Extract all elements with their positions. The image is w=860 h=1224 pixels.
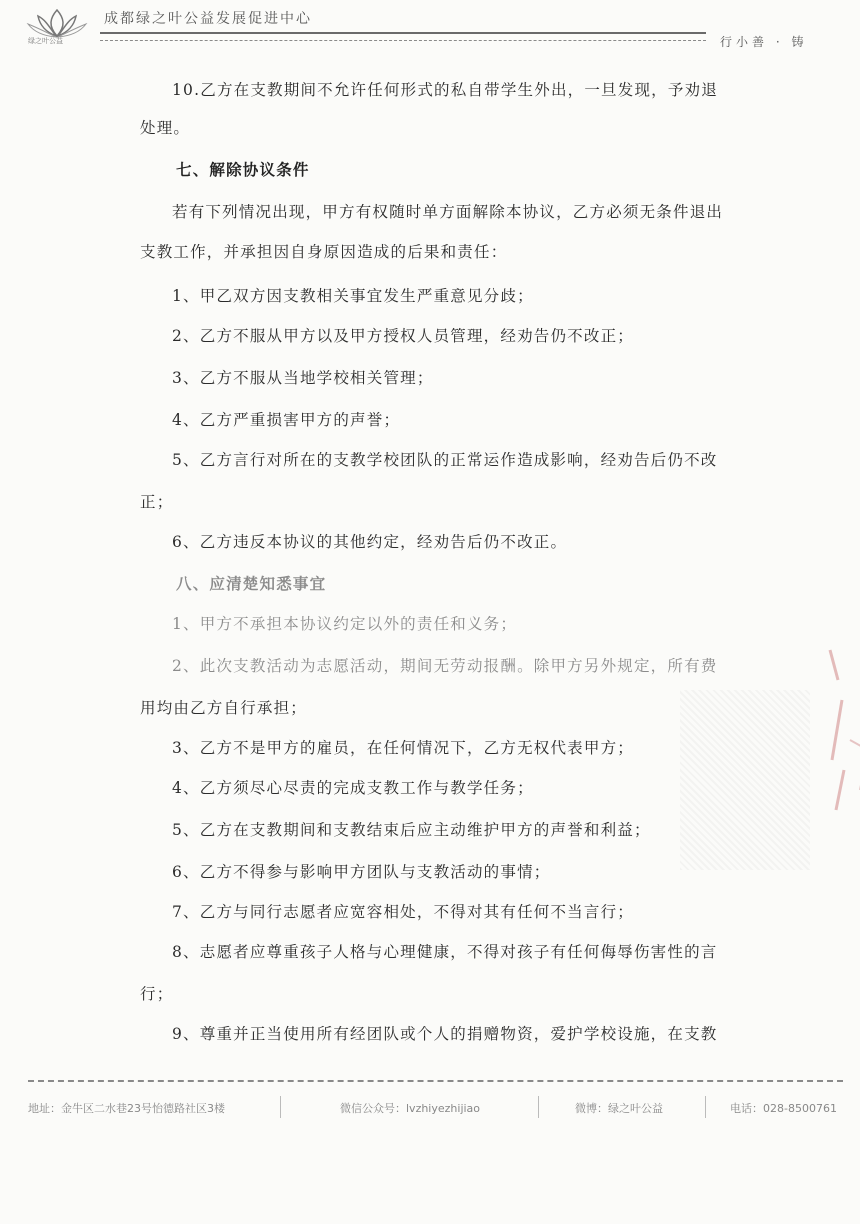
footer-separator (538, 1096, 539, 1118)
text-line: 3、乙方不是甲方的雇员，在任何情况下，乙方无权代表甲方； (172, 739, 634, 757)
text-line: 4、乙方须尽心尽责的完成支教工作与教学任务； (172, 779, 534, 797)
page-header (0, 0, 860, 60)
text-line: 用均由乙方自行承担； (140, 699, 308, 717)
text-line: 10.乙方在支教期间不允许任何形式的私自带学生外出，一旦发现，予劝退 (172, 81, 718, 99)
text-line: 2、乙方不服从甲方以及甲方授权人员管理，经劝告仍不改正； (172, 327, 634, 345)
text-line: 5、乙方在支教期间和支教结束后应主动维护甲方的声誉和利益； (172, 821, 651, 839)
footer-address: 地址：金牛区二水巷23号怡德路社区3楼 (28, 1102, 225, 1115)
text-line: 7、乙方与同行志愿者应宽容相处，不得对其有任何不当言行； (172, 903, 634, 921)
organization-name: 成都绿之叶公益发展促进中心 (104, 11, 312, 27)
footer-phone: 电话：028-8500761 (730, 1102, 837, 1115)
stamp-fragment (820, 640, 860, 820)
footer-separator (280, 1096, 281, 1118)
text-line: 行； (140, 985, 174, 1003)
header-divider (100, 32, 706, 41)
page-footer (0, 1100, 860, 1124)
text-line: 6、乙方违反本协议的其他约定，经劝告后仍不改正。 (172, 533, 568, 551)
text-line: 4、乙方严重损害甲方的声誉； (172, 411, 401, 429)
text-line: 处理。 (140, 119, 191, 137)
text-line: 支教工作，并承担因自身原因造成的后果和责任： (140, 243, 508, 261)
logo-text: 绿之叶公益 (28, 37, 63, 45)
footer-wechat: 微信公众号：lvzhiyezhijiao (340, 1102, 481, 1115)
header-slogan: 行小善 · 铸 (720, 35, 808, 49)
text-line: 5、乙方言行对所在的支教学校团队的正常运作造成影响，经劝告后仍不改 (172, 451, 718, 469)
text-line: 正； (140, 493, 174, 511)
text-line: 若有下列情况出现，甲方有权随时单方面解除本协议，乙方必须无条件退出 (172, 203, 724, 221)
footer-separator (705, 1096, 706, 1118)
text-line: 1、甲方不承担本协议约定以外的责任和义务； (172, 615, 518, 633)
scan-noise (680, 690, 810, 870)
text-line: 6、乙方不得参与影响甲方团队与支教活动的事情； (172, 863, 551, 881)
footer-weibo: 微博：绿之叶公益 (575, 1102, 663, 1115)
section-heading: 七、解除协议条件 (176, 160, 310, 179)
text-line: 8、志愿者应尊重孩子人格与心理健康，不得对孩子有任何侮辱伤害性的言 (172, 943, 718, 961)
footer-divider (28, 1080, 843, 1082)
text-line: 3、乙方不服从当地学校相关管理； (172, 369, 434, 387)
text-line: 9、尊重并正当使用所有经团队或个人的捐赠物资，爱护学校设施，在支教 (172, 1025, 718, 1043)
text-line: 1、甲乙双方因支教相关事宜发生严重意见分歧； (172, 287, 534, 305)
section-heading: 八、应清楚知悉事宜 (176, 574, 327, 593)
text-line: 2、此次支教活动为志愿活动，期间无劳动报酬。除甲方另外规定，所有费 (172, 657, 718, 675)
